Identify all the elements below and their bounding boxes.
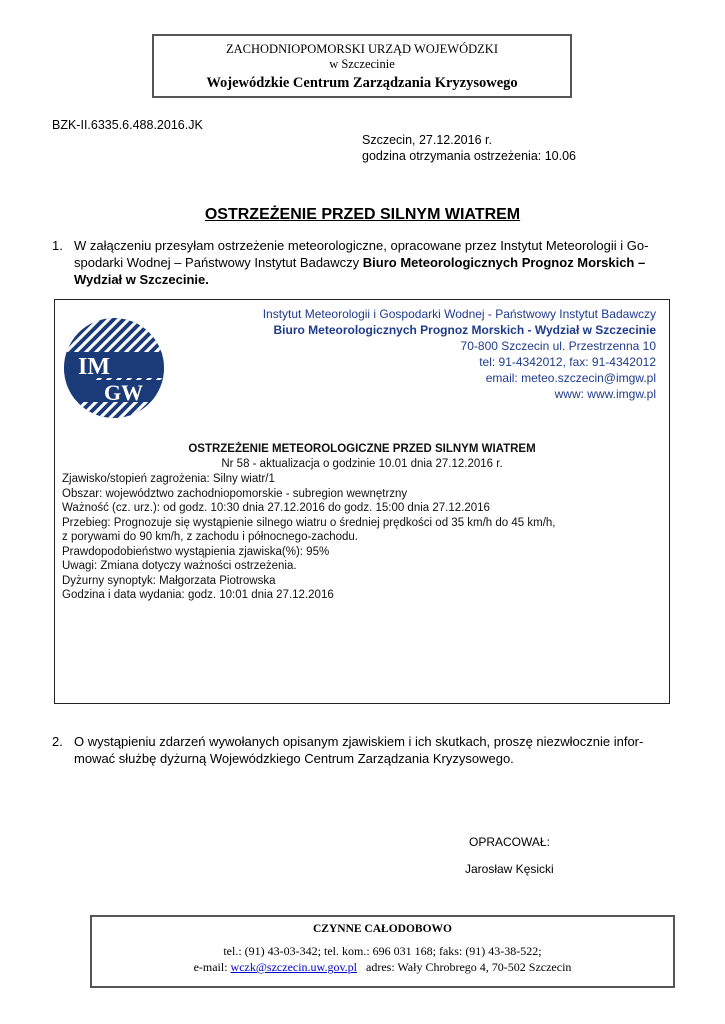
footer-email-line	[92, 959, 673, 975]
imgw-logo-icon	[62, 316, 166, 420]
reference-number: BZK-II.6335.6.488.2016.JK	[52, 118, 203, 132]
item2-number: 2.	[52, 734, 63, 749]
item2-line1: O wystąpieniu zdarzeń wywołanych opisanym zjawiskiem i ich skutkach, proszę niezwłocznie infor-	[74, 734, 644, 749]
item1-line2-bold: Biuro Meteorologicznych Prognoz Morskich –	[362, 255, 646, 270]
imgw-line4: tel: 91-4342012, fax: 91-4342012	[479, 355, 656, 369]
warning-line: Zjawisko/stopień zagrożenia: Silny wiatr/1	[62, 473, 275, 485]
item2-text	[74, 733, 672, 767]
header-line3: Wojewódzkie Centrum Zarządzania Kryzysowego	[206, 75, 518, 91]
warning-subtitle: Nr 58 - aktualizacja o godzinie 10.01 dnia 27.12.2016 r.	[221, 458, 503, 470]
warning-line: Obszar: województwo zachodniopomorskie - subregion wewnętrzny	[62, 487, 408, 500]
received-time: godzina otrzymania ostrzeżenia: 10.06	[362, 149, 577, 163]
warning-title: OSTRZEŻENIE METEOROLOGICZNE PRZED SILNYM WIATREM	[188, 443, 536, 455]
warning-line: Przebieg: Prognozuje się wystąpienie silnego wiatru o średniej prędkości od 35 km/h do 45 km/h,	[62, 516, 556, 529]
footer-box	[90, 915, 675, 988]
warning-line: Ważność (cz. urz.): od godz. 10:30 dnia 27.12.2016 do godz. 15:00 dnia 27.12.2016	[62, 502, 490, 514]
imgw-address	[180, 306, 656, 402]
imgw-line5: email: meteo.szczecin@imgw.pl	[485, 371, 656, 385]
footer-email-label: e-mail:	[193, 960, 231, 974]
header-line2: w Szczecinie	[329, 57, 395, 71]
imgw-logo	[62, 316, 166, 420]
header-box	[152, 34, 572, 98]
footer-title: CZYNNE CAŁODOBOWO	[313, 923, 452, 935]
imgw-line6: www: www.imgw.pl	[554, 387, 656, 401]
item1-number: 1.	[52, 238, 63, 253]
footer-address: adres: Wały Chrobrego 4, 70-502 Szczecin	[357, 960, 572, 974]
signature-label: OPRACOWAŁ:	[469, 835, 550, 849]
signature-name: Jarosław Kęsicki	[465, 862, 554, 876]
item1-line2-plain: spodarki Wodnej – Państwowy Instytut Badawczy	[74, 255, 363, 270]
warning-line: Godzina i data wydania: godz. 10:01 dnia 27.12.2016	[62, 589, 334, 601]
item1-line3: Wydział w Szczecinie.	[74, 272, 209, 287]
page-title: OSTRZEŻENIE PRZED SILNYM WIATREM	[204, 206, 521, 223]
warning-line: Prawdopodobieństwo wystąpienia zjawiska(%): 95%	[62, 545, 330, 558]
warning-line: z porywami do 90 km/h, z zachodu i północnego-zachodu.	[62, 531, 358, 543]
warning-line: Uwagi: Zmiana dotyczy ważności ostrzeżenia.	[62, 560, 297, 572]
item1-text	[74, 237, 672, 288]
warning-details	[62, 472, 662, 603]
item1-line1: W załączeniu przesyłam ostrzeżenie meteorologiczne, opracowane przez Instytut Meteorologii i Go-	[74, 238, 649, 253]
footer-email-link[interactable]: wczk@szczecin.uw.gov.pl	[230, 960, 357, 974]
imgw-logo-bottom-text: GW	[104, 380, 144, 405]
header-line1: ZACHODNIOPOMORSKI URZĄD WOJEWÓDZKI	[226, 42, 498, 56]
item2-line2: mować służbę dyżurną Wojewódzkiego Centrum Zarządzania Kryzysowego.	[74, 751, 514, 766]
imgw-line3: 70-800 Szczecin ul. Przestrzenna 10	[460, 339, 656, 353]
place-date: Szczecin, 27.12.2016 r.	[362, 133, 492, 147]
item1-line2	[74, 254, 672, 271]
imgw-line2: Biuro Meteorologicznych Prognoz Morskich - Wydział w Szczecinie	[273, 323, 656, 337]
footer-contact-line: tel.: (91) 43-03-342; tel. kom.: 696 031 168; faks: (91) 43-38-522;	[223, 944, 542, 958]
imgw-logo-top-text: IM	[78, 354, 110, 380]
warning-line: Dyżurny synoptyk: Małgorzata Piotrowska	[62, 574, 276, 587]
imgw-line1: Instytut Meteorologii i Gospodarki Wodnej - Państwowy Instytut Badawczy	[262, 307, 656, 321]
